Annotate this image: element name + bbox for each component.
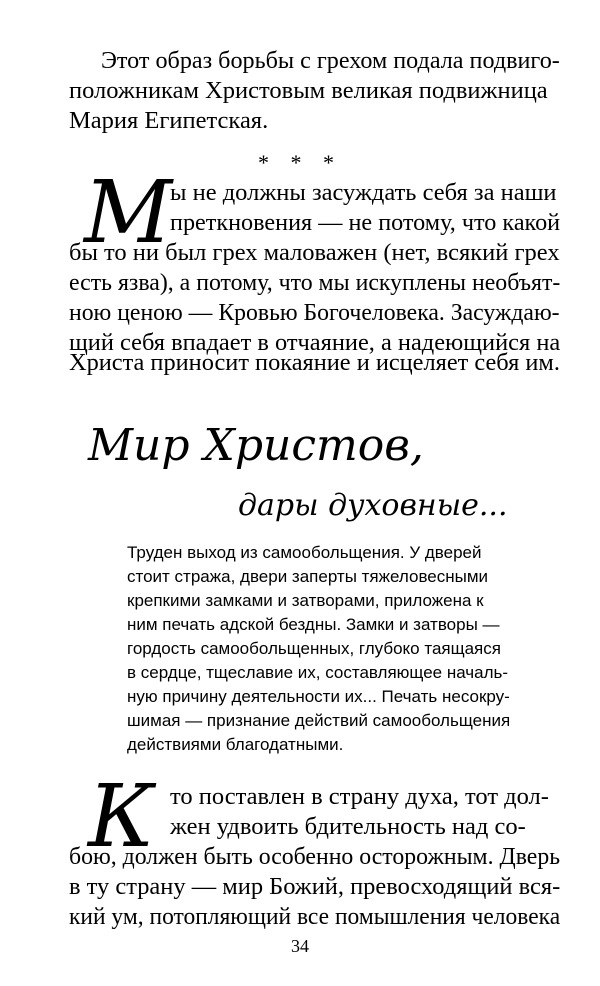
paragraph-3-line: жен удвоить бдительность над со- xyxy=(170,813,526,840)
drop-cap: М xyxy=(84,163,173,263)
page-number: 34 xyxy=(291,936,309,956)
paragraph-3-line: бою, должен быть особенно осторожным. Дверь xyxy=(69,843,561,870)
paragraph-1-line: положникам Христовым великая подвижница xyxy=(69,77,548,104)
paragraph-2-line: Христа приносит покаяние и исцеляет себя им. xyxy=(69,349,560,376)
quote-line: ную причину деятельности их... Печать несокру- xyxy=(127,687,510,706)
quote-line: Труден выход из самообольщения. У дверей xyxy=(127,543,482,562)
paragraph-2-line: ною ценою — Кровью Богочеловека. Засуждаю- xyxy=(69,299,560,326)
drop-cap: К xyxy=(88,767,155,867)
section-heading-line-1: Мир Христов, xyxy=(88,420,424,471)
quote-line: ним печать адской бездны. Замки и затворы — xyxy=(127,615,500,634)
paragraph-2-line: щий себя впадает в отчаяние, а надеющийся на xyxy=(69,329,561,356)
paragraph-2-line: бы то ни был грех маловажен (нет, всякий грех xyxy=(69,239,560,266)
quote-line: действиями благодатными. xyxy=(127,735,344,754)
paragraph-3-line: то поставлен в страну духа, тот дол- xyxy=(170,783,549,810)
paragraph-3-line: в ту страну — мир Божий, превосходящий вся- xyxy=(69,873,561,900)
section-separator: * * * xyxy=(258,150,342,175)
paragraph-1-line: Этот образ борьбы с грехом подала подвиго- xyxy=(101,47,560,74)
paragraph-3-line: кий ум, потопляющий все помышления человека xyxy=(69,903,561,930)
quote-line: в сердце, тщеславие их, составляющее началь- xyxy=(127,663,509,682)
quote-line: гордость самообольщенных, глубоко таящаяся xyxy=(127,639,501,658)
quote-line: стоит стража, двери заперты тяжеловесными xyxy=(127,567,489,586)
quote-line: шимая — признание действий самообольщения xyxy=(127,711,511,730)
section-heading-line-2: дары духовные... xyxy=(238,488,508,523)
paragraph-2-line: преткновения — не потому, что какой xyxy=(170,209,561,236)
paragraph-1-line: Мария Египетская. xyxy=(69,107,269,134)
quote-line: крепкими замками и затворами, приложена к xyxy=(127,591,484,610)
paragraph-2-line: ы не должны засуждать себя за наши xyxy=(170,179,557,206)
paragraph-2-line: есть язва), а потому, что мы искуплены необъят- xyxy=(69,269,561,296)
